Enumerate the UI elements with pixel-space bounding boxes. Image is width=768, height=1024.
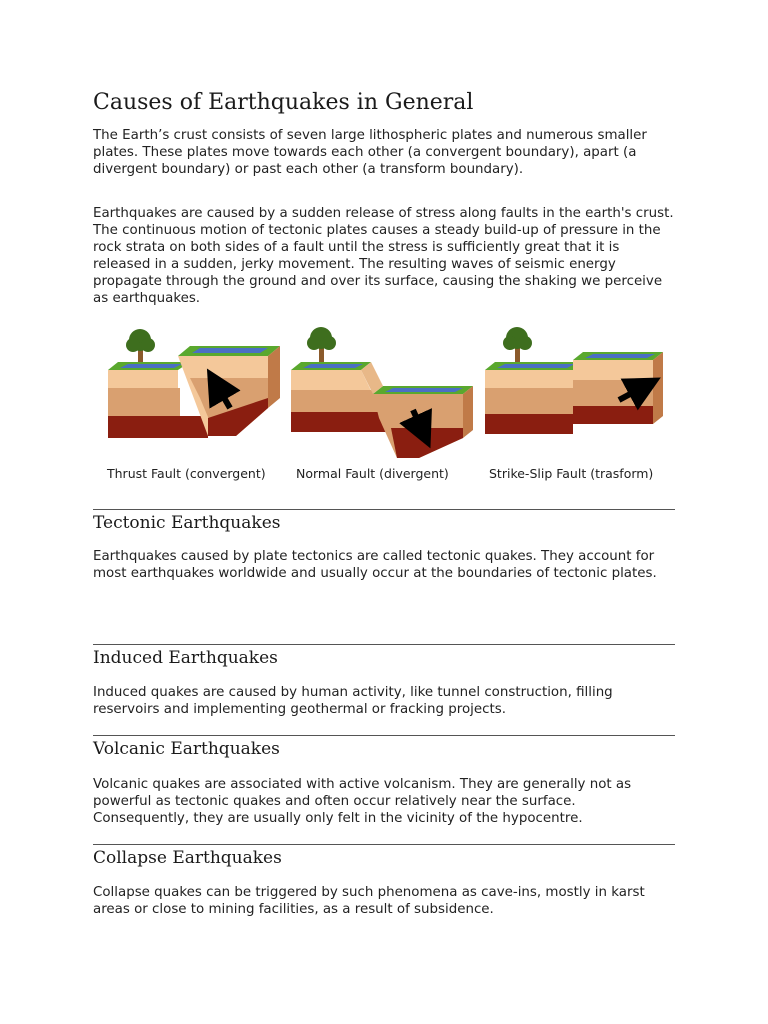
intro-paragraph-1: The Earth’s crust consists of seven large lithospheric plates and numerous smaller plates. These plates move towards each other (a convergent boundary), apart (a divergent boundary) or past each other (a transform boundary). bbox=[93, 128, 647, 177]
tree-icon bbox=[126, 329, 155, 364]
section-heading-volcanic: Volcanic Earthquakes bbox=[93, 739, 280, 759]
tree-icon bbox=[503, 327, 532, 362]
section-body-volcanic: Volcanic quakes are associated with active volcanism. They are generally not as powerful as tectonic quakes and often occur relatively near the surface. Consequently, they are usually only felt in the vicinity of the hypocentre. bbox=[93, 777, 632, 826]
section-heading-induced: Induced Earthquakes bbox=[93, 648, 278, 668]
fault-diagrams bbox=[93, 318, 675, 463]
thrust-fault-caption: Thrust Fault (convergent) bbox=[107, 466, 266, 481]
section-heading-tectonic: Tectonic Earthquakes bbox=[93, 513, 281, 533]
section-divider bbox=[93, 844, 675, 845]
section-divider bbox=[93, 509, 675, 510]
page-title: Causes of Earthquakes in General bbox=[93, 90, 474, 115]
section-divider bbox=[93, 735, 675, 736]
section-body-induced: Induced quakes are caused by human activity, like tunnel construction, filling reservoirs and implementing geothermal or fracking projects. bbox=[93, 685, 613, 717]
thrust-fault-illustration bbox=[108, 329, 280, 438]
strike-slip-fault-illustration bbox=[485, 327, 663, 434]
strike-slip-fault-caption: Strike-Slip Fault (trasform) bbox=[489, 466, 654, 481]
intro-paragraph-2: Earthquakes are caused by a sudden release of stress along faults in the earth's crust. The continuous motion of tectonic plates causes a steady build-up of pressure in the rock strata on both sides of a fault until the stress is sufficiently great that it is released in a sudden, jerky movement. The resulting waves of seismic energy propagate through the ground and over its surface, causing the shaking we perceive as earthquakes. bbox=[93, 206, 674, 306]
section-body-tectonic: Earthquakes caused by plate tectonics are called tectonic quakes. They account for most earthquakes worldwide and usually occur at the boundaries of tectonic plates. bbox=[93, 549, 657, 581]
tree-icon bbox=[307, 327, 336, 362]
section-body-collapse: Collapse quakes can be triggered by such phenomena as cave-ins, mostly in karst areas or close to mining facilities, as a result of subsidence. bbox=[93, 885, 645, 917]
section-heading-collapse: Collapse Earthquakes bbox=[93, 848, 282, 868]
normal-fault-caption: Normal Fault (divergent) bbox=[296, 466, 449, 481]
normal-fault-illustration bbox=[291, 327, 473, 458]
section-divider bbox=[93, 644, 675, 645]
fault-types-figure bbox=[93, 318, 675, 493]
